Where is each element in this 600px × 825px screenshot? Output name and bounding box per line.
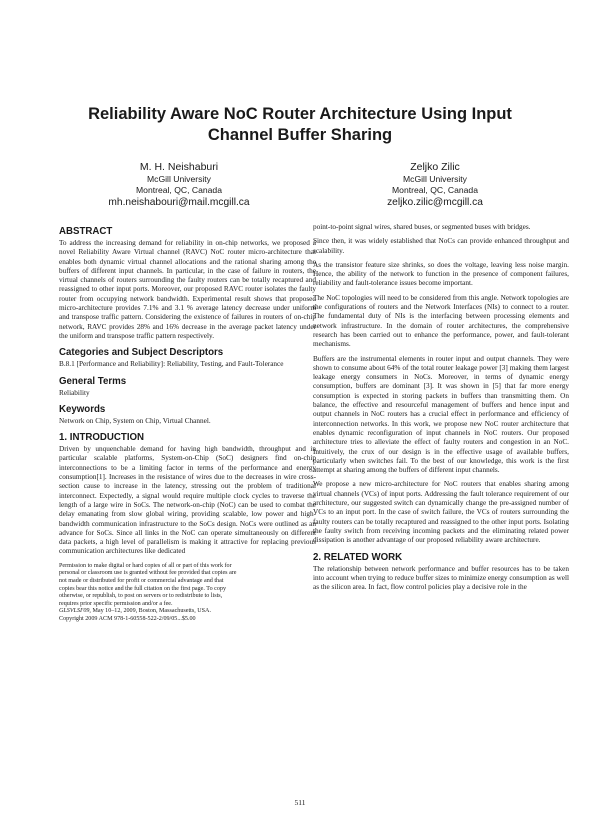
introduction-paragraph-4: As the transistor feature size shrinks, so does the voltage, leaving less noise margin. Hence, the ability of the network to function in the presence of component failures, reliability and fault-tolerance issues become important. [313, 260, 569, 288]
author-1 [64, 160, 294, 210]
copyright-line: requires prior specific permission and/or a fee. [59, 600, 173, 607]
introduction-paragraph-3: Since then, it was widely established that NoCs can provide enhanced throughput and scalability. [313, 237, 569, 255]
author-location: Montreal, QC, Canada [136, 185, 222, 195]
right-column [313, 223, 569, 597]
keywords-text: Network on Chip, System on Chip, Virtual Channel. [59, 416, 211, 425]
copyright-line: Copyright 2009 ACM 978-1-60558-522-2/09/05...$5.00 [59, 615, 196, 622]
copyright-notice [59, 563, 316, 624]
general-terms-text: Reliability [59, 388, 90, 397]
categories-text: B.8.1 [Performance and Reliability]: Reliability, Testing, and Fault-Tolerance [59, 360, 284, 369]
copyright-line: otherwise, or republish, to post on servers or to redistribute to lists, [59, 593, 223, 600]
author-2 [320, 160, 550, 210]
related-work-heading: 2. RELATED WORK [313, 551, 403, 563]
left-column [59, 226, 316, 623]
author-email: mh.neishabouri@mail.mcgill.ca [108, 197, 250, 208]
title-line-2: Channel Buffer Sharing [207, 126, 393, 144]
author-affiliation: McGill University [403, 174, 467, 184]
copyright-line: Permission to make digital or hard copies of all or part of this work for [59, 562, 232, 569]
introduction-paragraph-1: Driven by unquenchable demand for having high bandwidth, throughput and in particular scalable platforms, System-on-Chip (SoC) designers find on-chip interconnections to be a limiting factor in terms of the performance and energy consumption[1]. Increases in the resistance of wires due to the decreases in wire cross-section cause to increase in the latency, stressing out the problem of traditional interconnect. Expectedly, a signal would require multiple clock cycles to traverse the length of a large wire in SoCs. The network-on-chip (NoC) can be used to combat the delay emanating from slow global wiring, providing scalable, low power and high-bandwidth communication infrastructure to the SoCs design. NoCs were outlined as an advance for SoCs. Since all links in the NoC can operate simultaneously on different data packets, a high level of parallelism is making it attractive for replacing previous communication architectures like dedicated [59, 445, 316, 556]
copyright-line: not made or distributed for profit or commercial advantage and that [59, 577, 224, 584]
paper-title [40, 104, 560, 146]
author-name: M. H. Neishaburi [139, 161, 219, 173]
copyright-line: personal or classroom use is granted without fee provided that copies are [59, 570, 237, 577]
keywords-heading: Keywords [59, 403, 106, 415]
abstract-text: To address the increasing demand for reliability in on-chip networks, we proposed a novel Reliability Aware Virtual channel (RAVC) NoC router micro-architecture that enables both dynamic virtual channel allocations and the rational sharing among the buffers of different input channels. In particular, in the case of failure in routers, the virtual channels of routers surrounding the faulty routers can be totally recaptured and reassigned to other input ports. Moreover, our proposed RAVC router isolates the faulty router from occupying network bandwidth. Experimental result shows that proposed micro-architecture provides 7.1% and 3.1 % average latency decrease under uniform and transpose traffic pattern. Considering the existence of failures in routers of on-chip network, RAVC provides 28% and 16% decrease in the average packet latency under the uniform and transpose traffic pattern respectively. [59, 239, 316, 340]
introduction-paragraph-7: We propose a new micro-architecture for NoC routers that enables sharing among virtual channels (VCs) of input ports. Addressing the fault tolerance requirement of our architecture, our suggested switch can dynamically change the pre-assigned number of VCs to an input port. In the case of switch failure, the VCs of routers surrounding the faulty routers can be totally recaptured and reassigned to the other input ports. Isolating the faulty switch from receiving incoming packets and the eliminating related power dissipation is another advantage of our proposed reliability aware architecture. [313, 480, 569, 545]
introduction-paragraph-5: The NoC topologies will need to be considered from this angle. Network topologies are the configurations of routers and the Network Interfaces (NIs) to connect to a router. The fundamental duty of NIs is the interfacing between processing elements and network infrastructure. In the domain of router architectures, the comprehensive research has been carried out to enhance the performance, power, and fault-tolerant mechanisms. [313, 293, 569, 349]
conference-name: GLSVLSI'09, [59, 608, 91, 615]
conference-details: May 10–12, 2009, Boston, Massachusetts, USA. [90, 608, 211, 615]
general-terms-heading: General Terms [59, 375, 127, 387]
author-email: zeljko.zilic@mcgill.ca [387, 197, 483, 208]
abstract-heading: ABSTRACT [59, 226, 113, 237]
introduction-paragraph-2: point-to-point signal wires, shared buses, or segmented buses with bridges. [313, 223, 531, 231]
introduction-paragraph-6: Buffers are the instrumental elements in router input and output channels. They were shown to consume about 64% of the total router leakage power [3] making them largest leakage energy consumers in NoCs. Moreover, in terms of dynamic energy consumption, buffers are dominant [3]. It was shown in [5] that far more energy consumption is expected in storing packets in buffers than transmitting them. On balance, the effective and resourceful management of buffers and hence input and output channels in NoC routers has a crucial effect in performance and efficiency of interconnection networks. In this work, we propose new NoC router architecture that enables dynamic reconfiguration of input channels in NoC routers. Our proposed architecture tries to alleviate the effect of faulty routers and congestion in an NoC. Intuitively, the crux of our design is in the effective usage of available buffers, particularly when switches fail. To the best of our knowledge, this work is the first attempt at sharing among the buffers of different input channels. [313, 354, 569, 475]
categories-heading: Categories and Subject Descriptors [59, 347, 224, 359]
author-location: Montreal, QC, Canada [392, 185, 478, 195]
page-number: 511 [294, 798, 306, 807]
title-line-1: Reliability Aware NoC Router Architecture Using Input [88, 105, 512, 123]
introduction-heading: 1. INTRODUCTION [59, 432, 145, 444]
author-name: Zeljko Zilic [410, 161, 460, 173]
author-affiliation: McGill University [147, 174, 211, 184]
copyright-line: copies bear this notice and the full citation on the first page. To copy [59, 585, 226, 592]
conference-line [59, 608, 316, 616]
related-work-paragraph-1: The relationship between network performance and buffer resources has to be taken into account when trying to reduce buffer sizes to minimize energy consumption as well as the silicon area. In fact, flow control policies play a decisive role in the [313, 564, 569, 592]
